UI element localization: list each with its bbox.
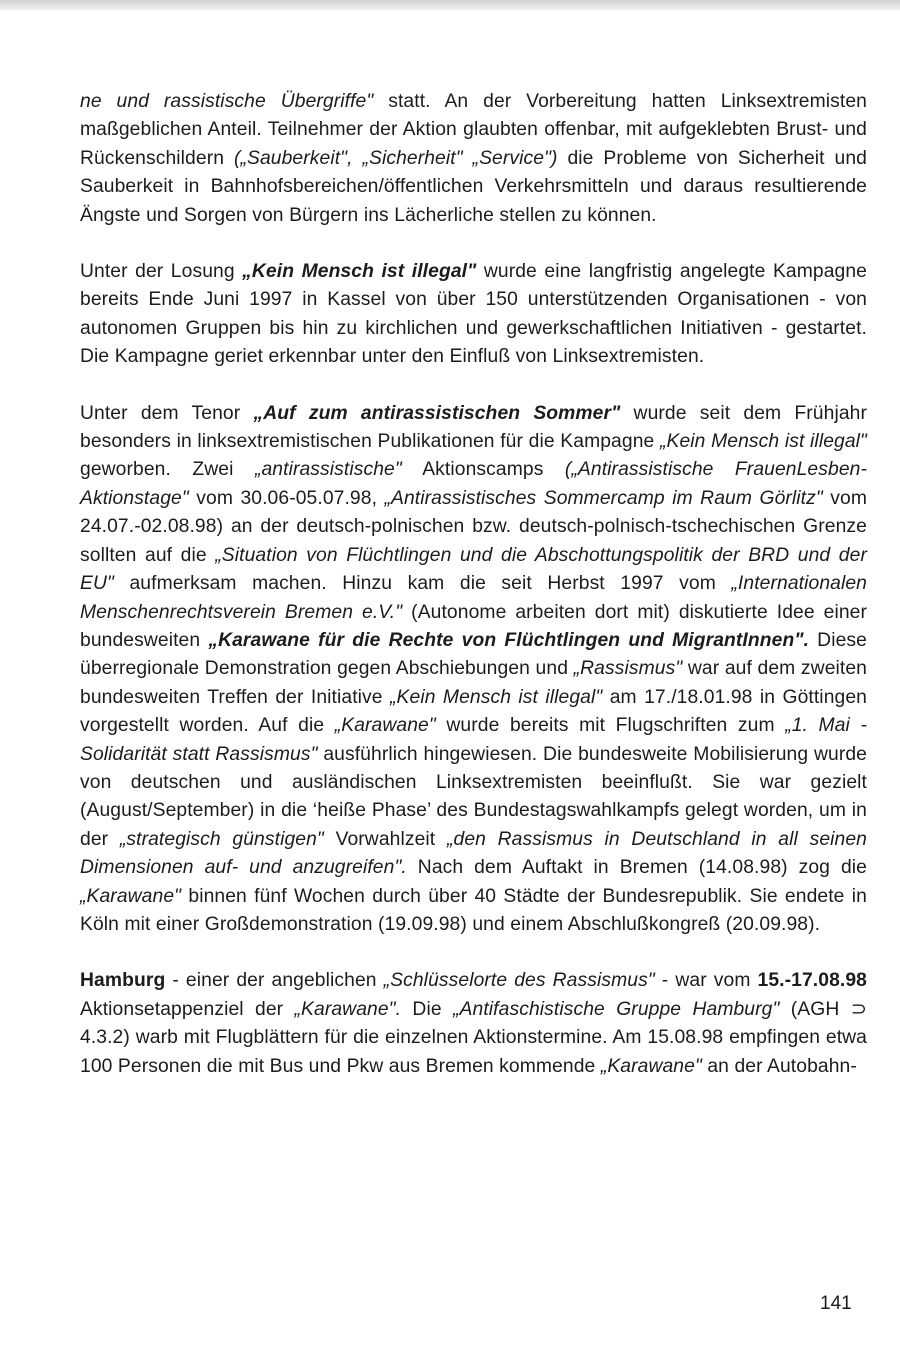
text-segment: am 17./18.01.98 in Göttingen vorgestellt worden. Auf die xyxy=(80,686,867,737)
text-segment: vom 24.07.-02.08.98) an der deutsch-polnischen bzw. deutsch-polnisch-tschechischen Grenze sollten auf die xyxy=(80,487,868,566)
paragraph-kein-mensch-ist-illegal xyxy=(80,258,867,372)
page-number: 141 xyxy=(820,1293,852,1314)
text-segment: „antirassistische" xyxy=(254,459,402,481)
text-segment: wurde seit dem Frühjahr besonders in linksextremistischen Publikationen für die Kampagne xyxy=(80,402,867,453)
text-segment: „Internationalen Menschenrechtsverein Bremen e.V." xyxy=(80,573,867,623)
text-segment: „Karawane" xyxy=(80,885,182,907)
text-segment: „den Rassismus in Deutschland in all seinen Dimensionen auf- und anzugreifen". xyxy=(80,828,867,879)
text-segment: Vorwahlzeit xyxy=(323,828,447,850)
text-segment: - war vom xyxy=(654,970,758,992)
text-segment: „Situation von Flüchtlingen und die Abschottungspolitik der BRD und der EU" xyxy=(80,544,867,595)
text-segment: „1. Mai - Solidarität statt Rassismus" xyxy=(80,715,868,765)
text-segment: wurde eine langfristig angelegte Kampagne bereits Ende Juni 1997 in Kassel von über 150 unterstützenden Organisationen - von autonomen Gruppen bis hin zu kirchlichen und gewerkschaftlichen Initiativen - gestartet. Die Kampagne geriet erkennbar unter den Einfluß von Linksextremisten. xyxy=(80,261,868,368)
text-segment: Die xyxy=(401,998,454,1020)
text-segment: „Auf zum antirassistischen Sommer" xyxy=(253,402,621,424)
text-segment: „Kein Mensch ist illegal" xyxy=(659,431,868,453)
text-segment: an der Autobahn- xyxy=(701,1055,857,1077)
text-segment: statt. An der Vorbereitung hatten Linksextremisten maßgeblichen Anteil. Teilnehmer der Aktion glaubten offenbar, mit aufgeklebten Brust- und Rückenschildern xyxy=(80,91,867,169)
text-segment: Nach dem Auftakt in Bremen (14.08.98) zog die xyxy=(406,857,867,879)
text-segment: „Antifaschistische Gruppe Hamburg" xyxy=(453,998,780,1020)
text-segment: „Antirassistisches Sommercamp im Raum Görlitz" xyxy=(384,487,823,509)
paragraph-antirassistischer-sommer xyxy=(80,400,867,940)
text-segment: Unter dem Tenor xyxy=(80,402,254,424)
text-segment: „Karawane für die Rechte von Flüchtlingen und MigrantInnen". xyxy=(208,629,810,651)
text-segment: ausführlich hingewiesen. Die bundesweite Mobilisierung wurde von deutschen und ausländischen Linksextremisten beeinflußt. Sie war gezielt (August/September) in die ‘heiße Phase’ des Bundestagswahlkampfs gelegt worden, um in der xyxy=(80,743,868,850)
text-segment: (AGH ⊃ 4.3.2) warb mit Flugblättern für die einzelnen Aktionstermine. Am 15.08.98 empfingen etwa 100 Personen die mit Bus und Pkw aus Bremen kommende xyxy=(80,998,867,1077)
text-segment: vom 30.06-05.07.98, xyxy=(188,487,385,509)
document-page xyxy=(80,88,867,1109)
text-segment: ne und rassistische Übergriffe" xyxy=(80,91,374,112)
text-segment: Aktionsetappenziel der xyxy=(80,998,295,1020)
text-segment: „Kein Mensch ist illegal" xyxy=(390,686,603,708)
text-segment: „Karawane". xyxy=(294,998,402,1020)
text-segment: Diese überregionale Demonstration gegen Abschiebungen und xyxy=(80,629,867,680)
text-segment: 15.-17.08.98 xyxy=(757,970,867,992)
text-segment: „strategisch günstigen" xyxy=(119,828,324,850)
text-segment: „Schlüsselorte des Rassismus" xyxy=(383,970,655,992)
text-segment: - einer der angeblichen xyxy=(165,970,384,992)
scan-top-edge xyxy=(0,0,900,10)
text-segment: (Autonome arbeiten dort mit) diskutierte Idee einer bundesweiten xyxy=(80,601,867,651)
text-segment: Hamburg xyxy=(80,970,166,992)
text-segment: wurde bereits mit Flugschriften zum xyxy=(435,715,786,737)
text-segment: die Probleme von Sicherheit und Sauberkeit in Bahnhofsbereichen/öffentlichen Verkehrsmitteln und daraus resultierende Ängste und Sorgen von Bürgern ins Lächerliche stellen zu können. xyxy=(80,147,867,226)
text-segment: „Kein Mensch ist illegal" xyxy=(242,261,477,283)
text-segment: „Rassismus" xyxy=(573,658,683,680)
text-segment: („Antirassistische FrauenLesben-Aktionstage" xyxy=(80,459,867,509)
text-segment: „Karawane" xyxy=(334,715,436,737)
text-segment: war auf dem zweiten bundesweiten Treffen der Initiative xyxy=(80,658,867,708)
paragraph-hamburg xyxy=(80,967,867,1081)
paragraph-karawane-intro xyxy=(80,88,867,230)
text-segment: binnen fünf Wochen durch über 40 Städte der Bundesrepublik. Sie endete in Köln mit einer Großdemonstration (19.09.98) und einem Abschlußkongreß (20.09.98). xyxy=(80,885,867,935)
text-segment: „Karawane" xyxy=(600,1055,702,1077)
text-segment: Aktionscamps xyxy=(401,459,565,481)
text-segment: („Sauberkeit", „Sicherheit" „Service") xyxy=(233,147,558,169)
text-segment: aufmerksam machen. Hinzu kam die seit Herbst 1997 vom xyxy=(113,573,732,595)
text-segment: geworben. Zwei xyxy=(80,459,255,481)
text-segment: Unter der Losung xyxy=(80,261,243,283)
